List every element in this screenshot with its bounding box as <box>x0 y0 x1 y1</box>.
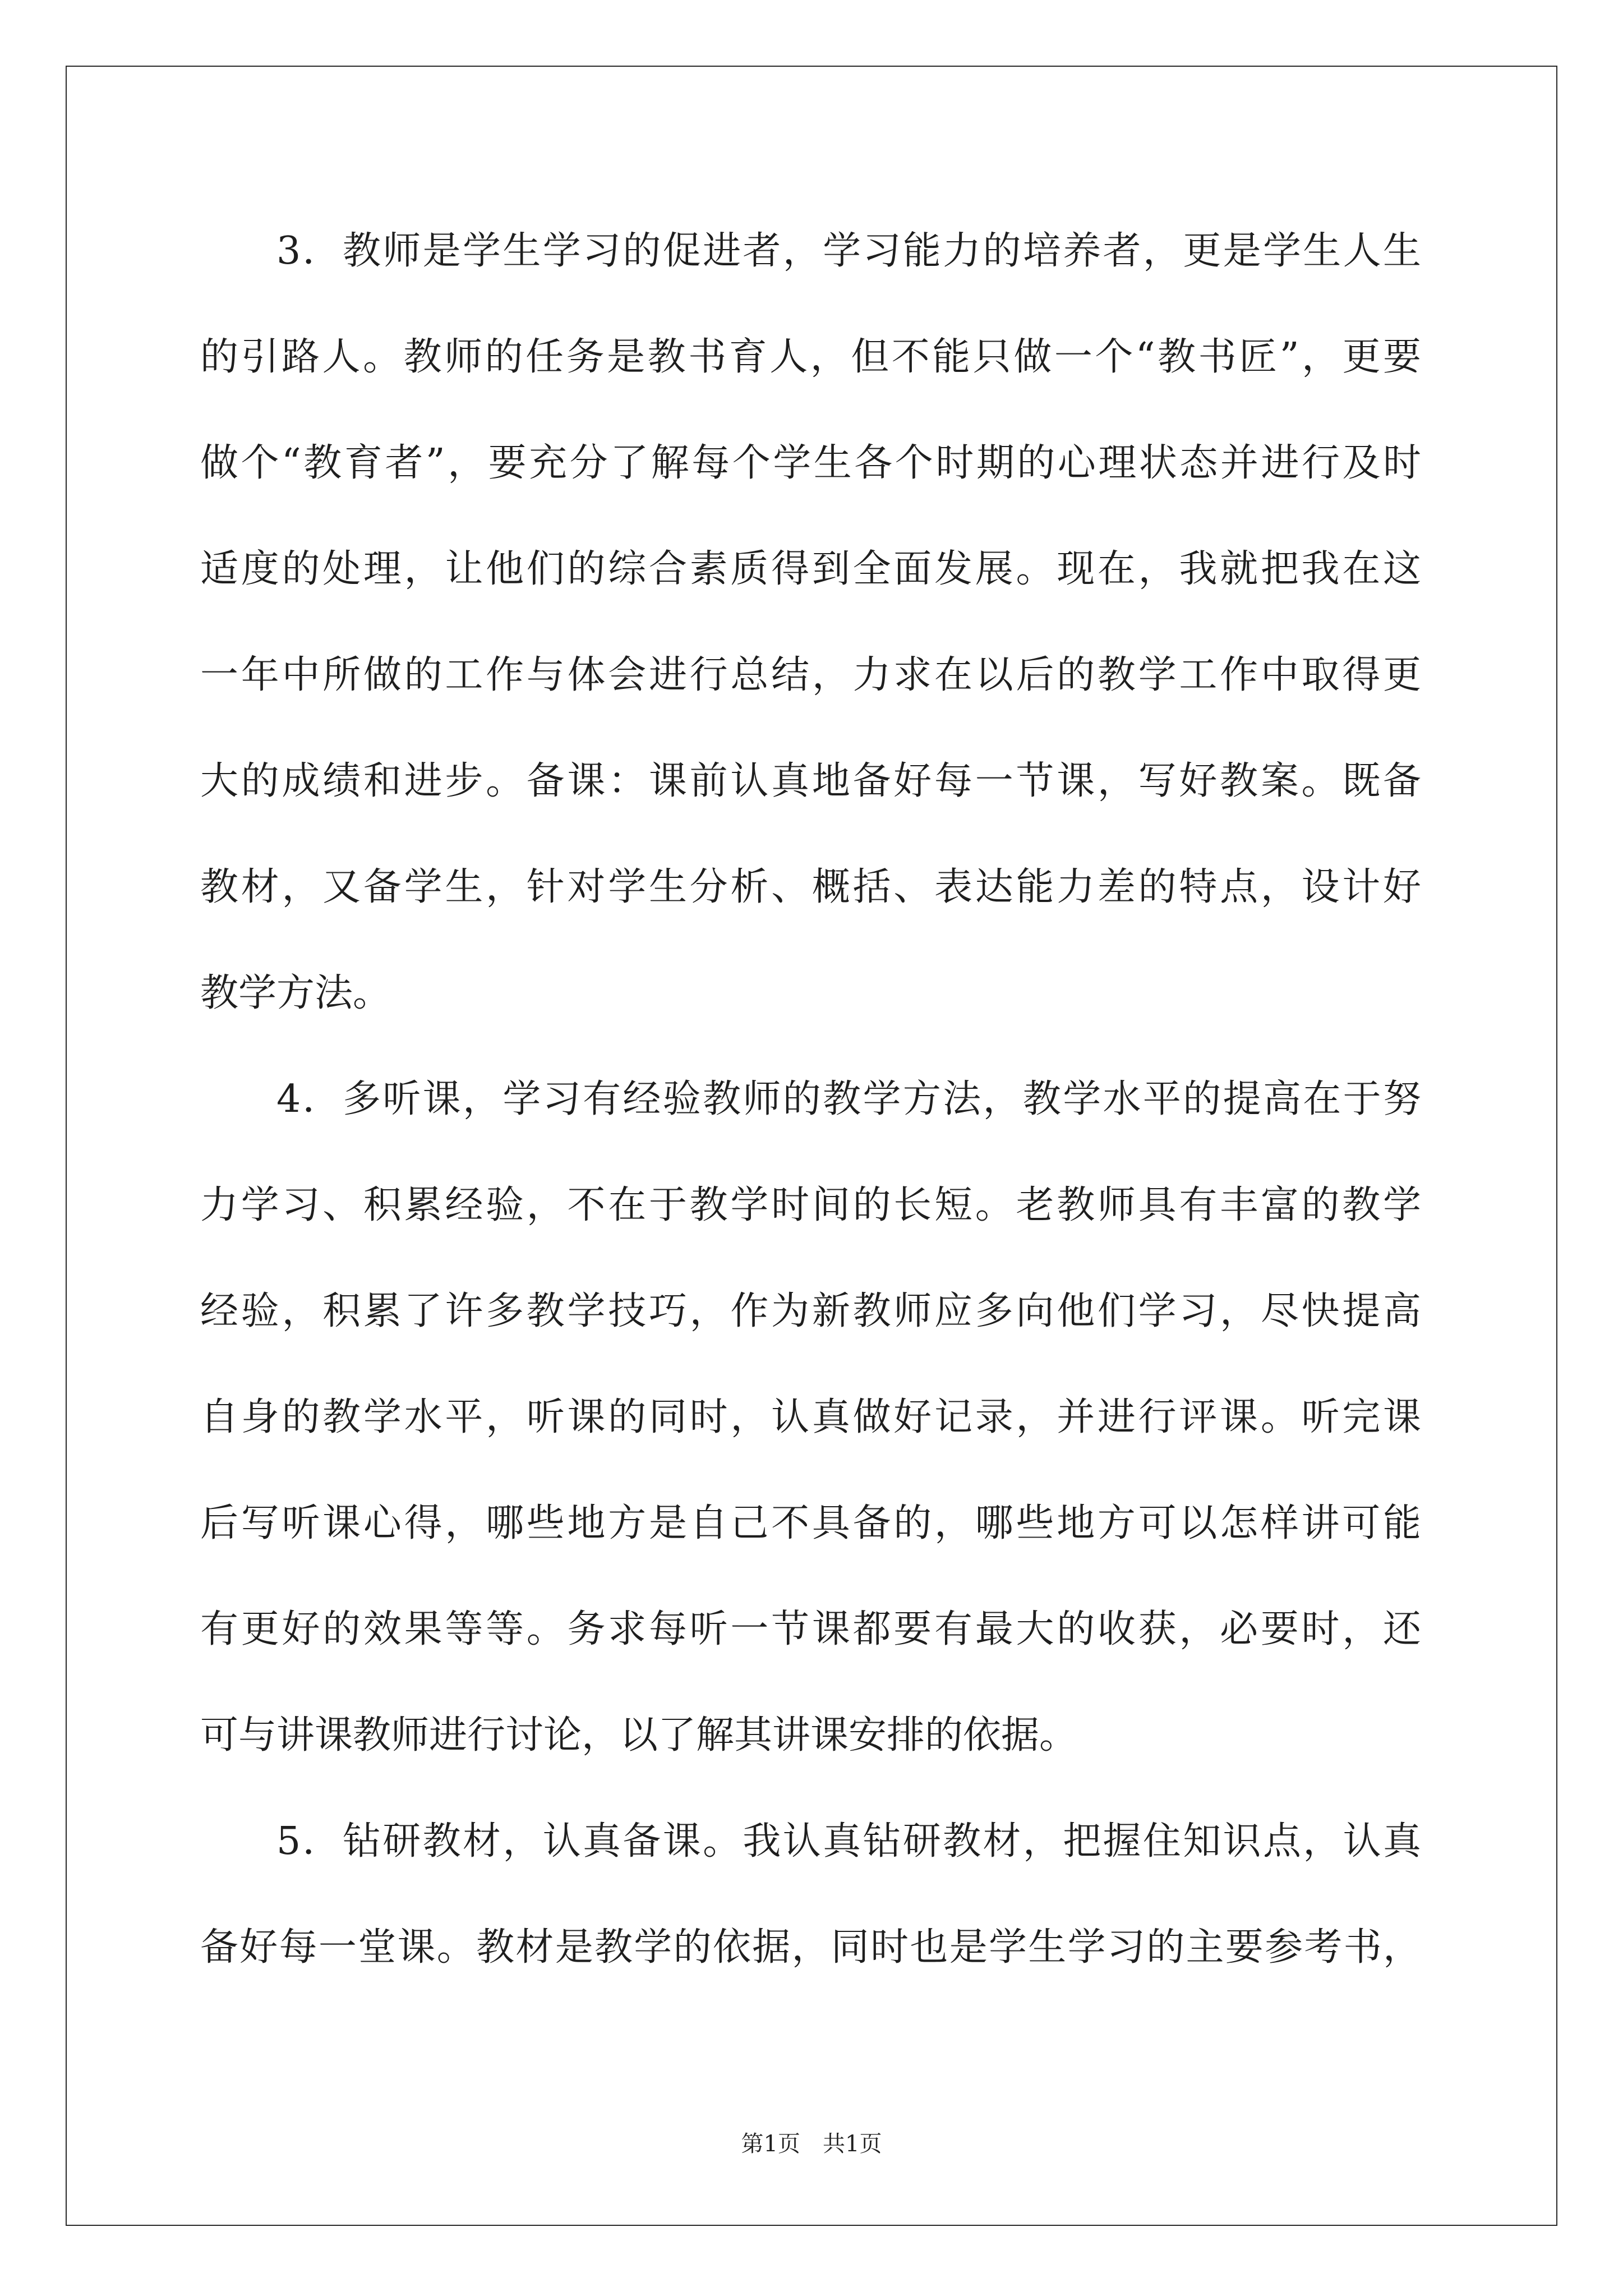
body-text-line: 5．钻研教材，认真备课。我认真钻研教材，把握住知识点，认真 <box>276 1819 1421 1864</box>
page-footer: 第1页 共1页 <box>741 2131 882 2157</box>
body-text-line: 大的成绩和进步。备课：课前认真地备好每一节课，写好教案。既备 <box>200 759 1421 803</box>
body-text-line: 的引路人。教师的任务是教书育人，但不能只做一个“教书匠”，更要 <box>200 335 1421 379</box>
body-text-line: 做个“教育者”，要充分了解每个学生各个时期的心理状态并进行及时 <box>200 441 1421 485</box>
document-body <box>200 198 1421 2000</box>
body-text-line: 经验，积累了许多教学技巧，作为新教师应多向他们学习，尽快提高 <box>200 1289 1421 1333</box>
body-text-line: 3．教师是学生学习的促进者，学习能力的培养者，更是学生人生 <box>276 229 1421 273</box>
body-text-line: 教材，又备学生，针对学生分析、概括、表达能力差的特点，设计好 <box>200 865 1421 909</box>
body-text-line: 自身的教学水平，听课的同时，认真做好记录，并进行评课。听完课 <box>200 1395 1421 1439</box>
body-text-line: 有更好的效果等等。务求每听一节课都要有最大的收获，必要时，还 <box>200 1607 1421 1651</box>
body-text-line: 4．多听课，学习有经验教师的教学方法，教学水平的提高在于努 <box>276 1077 1421 1121</box>
body-text-line: 可与讲课教师进行讨论，以了解其讲课安排的依据。 <box>200 1713 1078 1757</box>
body-text-line: 力学习、积累经验，不在于教学时间的长短。老教师具有丰富的教学 <box>200 1183 1421 1227</box>
paragraph-3 <box>200 198 1421 1046</box>
body-text-line: 后写听课心得，哪些地方是自己不具备的，哪些地方可以怎样讲可能 <box>200 1501 1421 1545</box>
body-text-line: 一年中所做的工作与体会进行总结，力求在以后的教学工作中取得更 <box>200 653 1421 697</box>
body-text-line: 教学方法。 <box>200 971 391 1015</box>
body-text-line: 适度的处理，让他们的综合素质得到全面发展。现在，我就把我在这 <box>200 547 1421 591</box>
paragraph-4 <box>200 1046 1421 1788</box>
paragraph-5 <box>200 1788 1421 2000</box>
body-text-line: 备好每一堂课。教材是教学的依据，同时也是学生学习的主要参考书， <box>200 1925 1421 1970</box>
